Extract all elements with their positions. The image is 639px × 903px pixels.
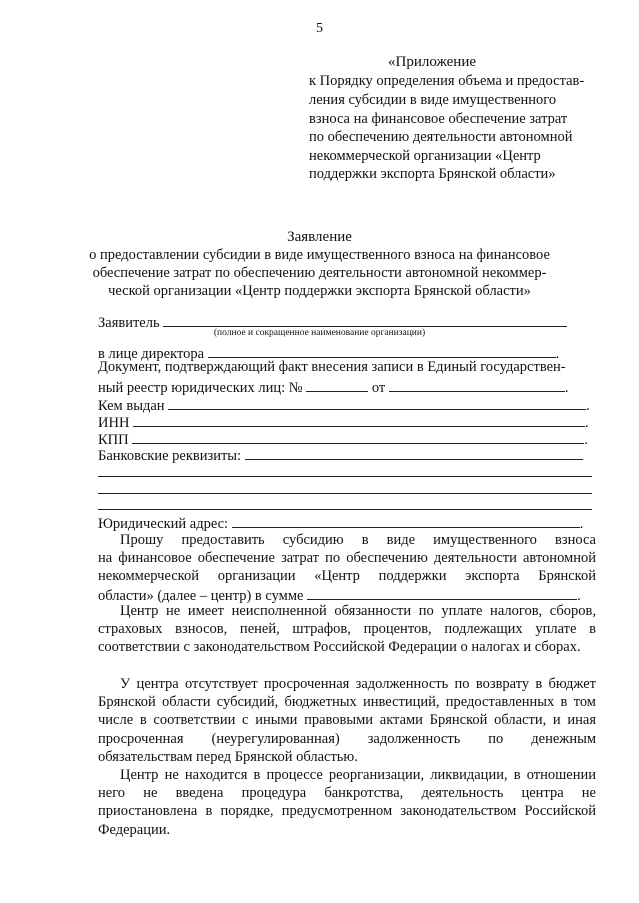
paragraph-debt: У центра отсутствует просроченная задолженность по возврату в бюджет Брянской области субсидий, бюджетных инвестиций, предоставленных в том числе в соответствии с иными правовыми актами Брянской области, и иная просроченная (неурегулированная) задолженность по денежным обязательствам перед Брянской областью. [98,676,596,765]
director-end: . [555,346,560,362]
bank-extra-line[interactable] [98,476,592,477]
amount-end: . [577,588,581,604]
applicant-field[interactable] [163,312,567,327]
document-date-label: от [371,380,386,396]
applicant-hint: (полное и сокращенное наименование организации) [213,328,426,338]
director-label: в лице директора [98,346,205,362]
kpp-label: КПП [98,432,129,448]
document-title: Заявление [287,229,352,245]
appendix-line: по обеспечению деятельности автономной [309,129,573,145]
appendix-heading: «Приложение [388,54,477,70]
issued-by-field[interactable] [168,395,586,410]
document-end: . [564,380,569,396]
paragraph-reorganization: Центр не находится в процессе реорганизации, ликвидации, в отношении него не введена процедура банкротства, деятельность центра не приостановлена в порядке, предусмотренном законодательством Российской Федерации. [98,767,596,838]
address-row [98,513,598,533]
appendix-line: некоммерческой организации «Центр [309,148,541,164]
request-line: некоммерческой организации «Центр поддержки экспорта Брянской [98,568,596,584]
applicant-label: Заявитель [98,315,160,331]
document-date-field[interactable] [389,377,565,392]
document-subtitle-line: ческой организации «Центр поддержки экспорта Брянской области» [108,283,531,299]
address-end: . [579,516,584,532]
director-field[interactable] [208,343,556,358]
request-line: на финансовое обеспечение затрат по обеспечению деятельности автономной [98,550,596,566]
inn-field[interactable] [133,412,585,427]
appendix-line: к Порядку определения объема и предостав- [309,73,585,89]
document-row-2 [98,377,598,397]
document-subtitle-line: обеспечение затрат по обеспечению деятельности автономной некоммер- [92,265,547,281]
bank-extra-line[interactable] [98,493,592,494]
issued-by-end: . [586,398,590,414]
kpp-field[interactable] [132,429,584,444]
inn-label: ИНН [98,415,130,431]
amount-field[interactable] [307,585,577,600]
document-number-label: ный реестр юридических лиц: № [98,380,303,396]
paragraph-taxes: Центр не имеет неисполненной обязанности по уплате налогов, сборов, страховых взносов, пеней, штрафов, процентов, подлежащих уплате в соответствии с законодательством Российской Федерации о налогах и сборах. [98,603,596,656]
address-field[interactable] [232,513,580,528]
request-line: области» (далее – центр) в сумме [98,588,304,604]
request-line: Прошу предоставить субсидию в виде имущественного взноса [120,532,596,548]
bank-label: Банковские реквизиты: [98,448,242,464]
document-subtitle-line: о предоставлении субсидии в виде имущественного взноса на финансовое [89,247,550,263]
appendix-line: взноса на финансовое обеспечение затрат [309,111,568,127]
issued-by-label: Кем выдан [98,398,165,414]
bank-field[interactable] [245,445,583,460]
inn-end: . [585,415,589,431]
document-number-field[interactable] [306,377,368,392]
page-number: 5 [316,21,323,36]
address-label: Юридический адрес: [98,516,229,532]
bank-extra-line[interactable] [98,509,592,510]
kpp-end: . [584,432,588,448]
appendix-line: поддержки экспорта Брянской области» [309,166,556,182]
appendix-line: ления субсидии в виде имущественного [309,92,557,108]
document-row-1: Документ, подтверждающий факт внесения записи в Единый государствен- [98,359,566,375]
bank-row [98,445,598,465]
